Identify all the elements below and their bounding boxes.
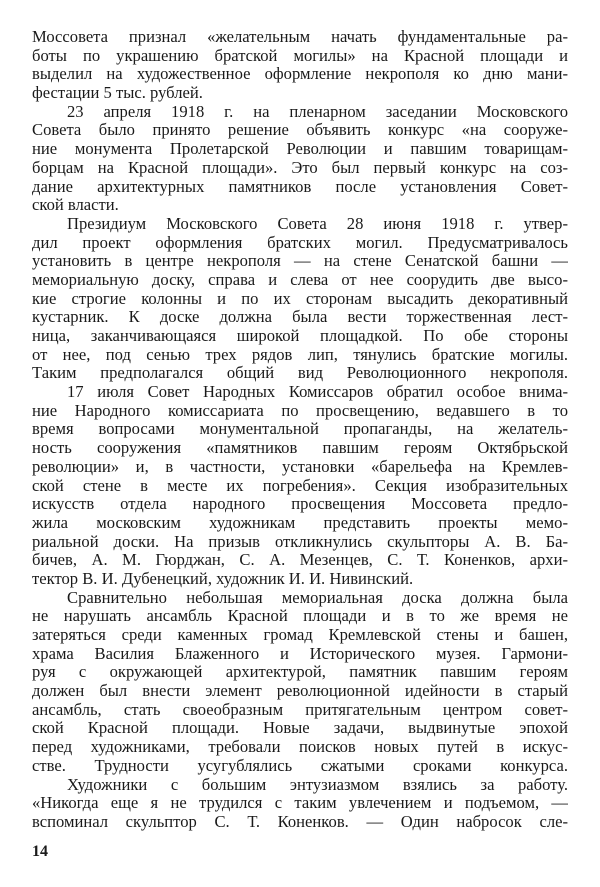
text-line: «Никогда еще я не трудился с таким увлечением и подъемом, — bbox=[32, 794, 568, 813]
text-line: Совета было принято решение объявить конкурс «на сооруже- bbox=[32, 121, 568, 140]
text-line: искусств отдела народного просвещения Моссовета предло- bbox=[32, 495, 568, 514]
paragraph bbox=[32, 383, 568, 589]
text-line: Художники с большим энтузиазмом взялись за работу. bbox=[67, 775, 568, 794]
text-line: фестации 5 тыс. рублей. bbox=[32, 84, 203, 103]
text-line: кустарник. К доске должна была вести торжественная лест- bbox=[32, 308, 568, 327]
text-line: ние Народного комиссариата по просвещению, ведавшего в то bbox=[32, 401, 568, 420]
text-line: выделил на художественное оформление некрополя ко дню мани- bbox=[32, 65, 568, 84]
text-line: должен был внести элемент революционной идейности в старый bbox=[32, 682, 568, 701]
text-line: руя с окружающей архитектурой, памятник павшим героям bbox=[32, 663, 568, 682]
text-line: борцам на Красной площади». Это был первый конкурс на соз- bbox=[32, 158, 568, 177]
text-line: от нее, под сенью трех рядов лип, тянулись братские могилы. bbox=[32, 345, 568, 364]
text-line: тектор В. И. Дубенецкий, художник И. И. Нивинский. bbox=[32, 569, 414, 588]
text-line: ние монумента Пролетарской Революции и павшим товарищам- bbox=[32, 140, 568, 159]
text-line: не нарушать ансамбль Красной площади и в то же время не bbox=[32, 607, 568, 626]
text-line: Сравнительно небольшая мемориальная доска должна была bbox=[67, 588, 568, 607]
paragraph bbox=[32, 215, 568, 383]
text-line: ансамбль, стать своеобразным притягательным центром совет- bbox=[32, 700, 568, 719]
text-line: установить в центре некрополя — на стене Сенатской башни — bbox=[32, 252, 568, 271]
paragraph bbox=[32, 103, 568, 215]
text-line: жила московским художникам представить проекты мемо- bbox=[32, 513, 568, 532]
text-line: Президиум Московского Совета 28 июня 1918 г. утвер- bbox=[67, 214, 568, 233]
text-line: 23 апреля 1918 г. на пленарном заседании Московского bbox=[67, 102, 568, 121]
text-line: риальной доски. На призыв откликнулись скульпторы А. В. Ба- bbox=[32, 532, 568, 551]
text-line: ница, заканчивающаяся широкой площадкой. По обе стороны bbox=[32, 327, 568, 345]
text-line: дил проект оформления братских могил. Предусматривалось bbox=[32, 233, 568, 252]
text-line: вспоминал скульптор С. Т. Коненков. — Один набросок сле- bbox=[32, 812, 568, 831]
text-line: 17 июля Совет Народных Комиссаров обратил особое внима- bbox=[67, 383, 568, 402]
text-line: ской Красной площади. Новые задачи, выдвинутые эпохой bbox=[32, 719, 568, 738]
text-line: ской власти. bbox=[32, 196, 119, 215]
text-line: Моссовета признал «желательным начать фундаментальные ра- bbox=[32, 28, 568, 46]
text-line: время вопросами монументальной пропаганды, на желатель- bbox=[32, 420, 568, 439]
text-line: Таким предполагался общий вид Революционного некрополя. bbox=[32, 364, 568, 383]
text-line: храма Василия Блаженного и Исторического музея. Гармони- bbox=[32, 644, 568, 663]
text-line: ской стене в месте их погребения». Секция изобразительных bbox=[32, 476, 568, 495]
body-text bbox=[32, 28, 568, 832]
text-line: кие строгие колонны и по их сторонам высадить декоративный bbox=[32, 289, 568, 308]
text-line: боты по украшению братской могилы» на Красной площади и bbox=[32, 46, 568, 65]
paragraph bbox=[32, 589, 568, 776]
page-number: 14 bbox=[32, 843, 48, 860]
text-line: затеряться среди каменных громад Кремлевской стены и башен, bbox=[32, 626, 568, 644]
paragraph bbox=[32, 776, 568, 832]
text-line: ность сооружения «памятников павшим героям Октябрьской bbox=[32, 439, 568, 458]
text-line: стве. Трудности усугублялись сжатыми сроками конкурса. bbox=[32, 756, 568, 775]
paragraph bbox=[32, 28, 568, 103]
text-line: мемориальную доску, справа и слева от нее соорудить две высо- bbox=[32, 270, 568, 289]
text-line: бичев, А. М. Гюрджан, С. А. Мезенцев, С. Т. Коненков, архи- bbox=[32, 551, 568, 570]
text-line: революции» и, в частности, установки «барельефа на Кремлев- bbox=[32, 457, 568, 476]
text-line: дание архитектурных памятников после установления Совет- bbox=[32, 177, 568, 196]
text-line: перед художниками, требовали поисков новых путей в искус- bbox=[32, 738, 568, 757]
